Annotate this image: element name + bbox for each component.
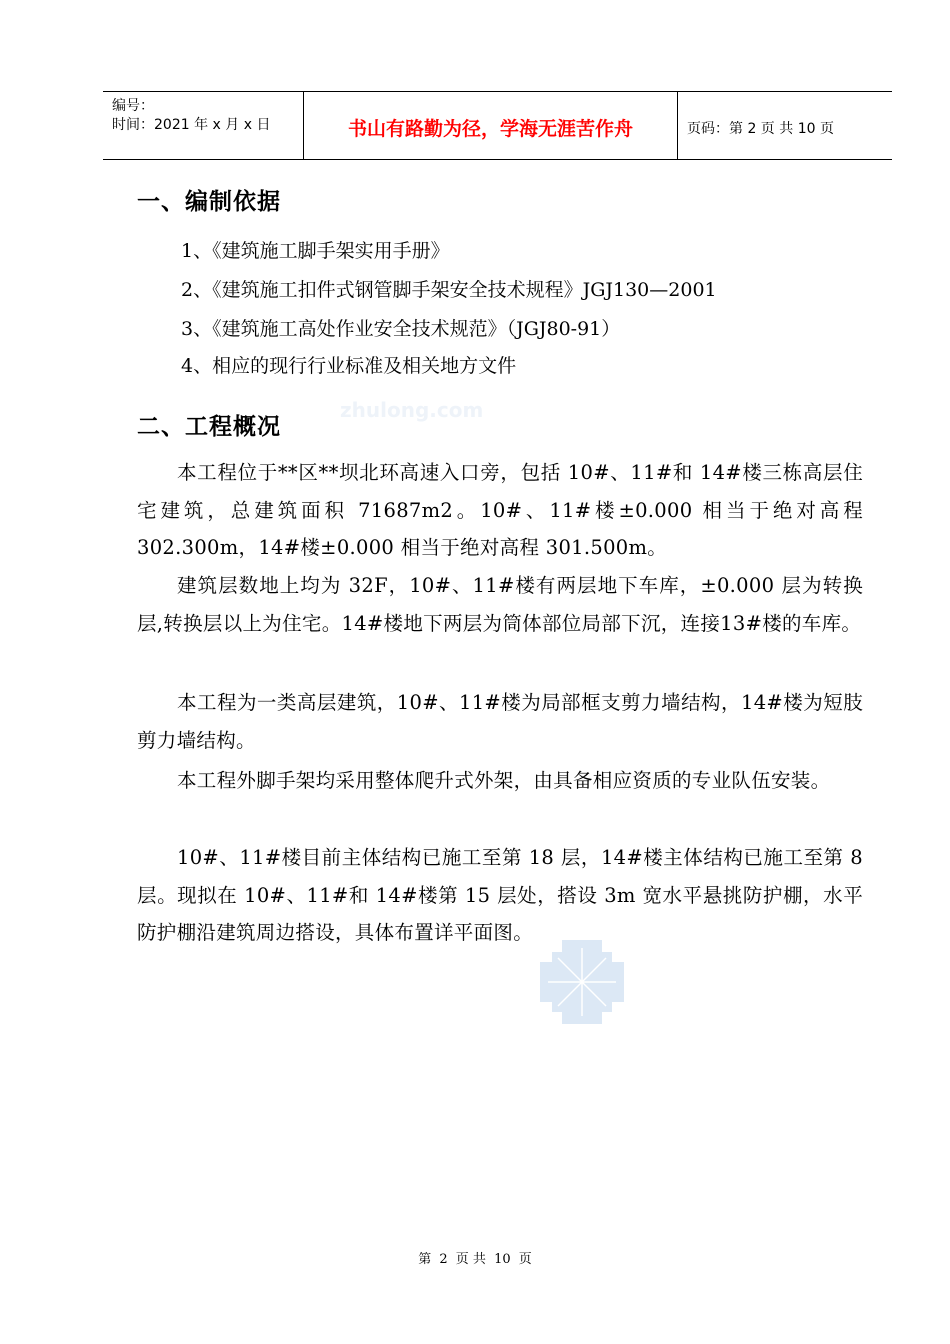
document-header — [103, 91, 892, 160]
header-page-info: 页码：第 2 页 共 10 页 — [687, 121, 834, 137]
footer-page-number: 2 — [439, 1252, 448, 1267]
header-motto: 书山有路勤为径，学海无涯苦作舟 — [347, 118, 633, 140]
document-number-label: 编号： — [112, 98, 154, 114]
overview-paragraph-3: 本工程为一类高层建筑，10#、11#楼为局部框支剪力墙结构，14#楼为短肢剪力墙结构。 — [137, 691, 863, 752]
section-title-basis: 一、编制依据 — [137, 189, 281, 215]
overview-paragraph-2: 建筑层数地上均为 32F，10#、11#楼有两层地下车库，±0.000 层为转换层,转换层以上为住宅。14#楼地下两层为筒体部位局部下沉，连接13#楼的车库。 — [137, 574, 863, 635]
overview-paragraph-5: 10#、11#楼目前主体结构已施工至第 18 层，14#楼主体结构已施工至第 8 层。现拟在 10#、11#和 14#楼第 15 层处，搭设 3m 宽水平悬挑防护棚，水平防护棚沿建筑周边搭设，具体布置详平面图。 — [137, 846, 863, 944]
overview-paragraph-1: 本工程位于**区**坝北环高速入口旁，包括 10#、11#和 14#楼三栋高层住宅建筑，总建筑面积 71687m2。10#、11#楼±0.000 相当于绝对高程 302.300m，14#楼±0.000 相当于绝对高程 301.500m。 — [137, 461, 863, 559]
footer-prefix: 第 — [418, 1252, 432, 1267]
basis-item-3: 3、《建筑施工高处作业安全技术规范》（JGJ80-91） — [181, 318, 621, 340]
basis-item-4: 4、相应的现行行业标准及相关地方文件 — [181, 355, 517, 377]
page-footer — [0, 1248, 950, 1267]
footer-middle: 页 共 — [455, 1252, 486, 1267]
header-motto-cell — [304, 92, 678, 159]
footer-suffix: 页 — [518, 1252, 532, 1267]
watermark-text: zhulong.com — [340, 398, 484, 422]
basis-item-1: 1、《建筑施工脚手架实用手册》 — [181, 240, 450, 262]
section-title-overview: 二、工程概况 — [137, 414, 281, 440]
header-left-cell — [103, 92, 304, 159]
header-page-cell — [678, 92, 892, 159]
footer-total-pages: 10 — [494, 1252, 511, 1267]
basis-item-2: 2、《建筑施工扣件式钢管脚手架安全技术规程》JGJ130—2001 — [181, 279, 717, 301]
overview-paragraph-4: 本工程外脚手架均采用整体爬升式外架，由具备相应资质的专业队伍安装。 — [177, 769, 831, 792]
document-date: 时间：2021 年 x 月 x 日 — [112, 117, 271, 133]
